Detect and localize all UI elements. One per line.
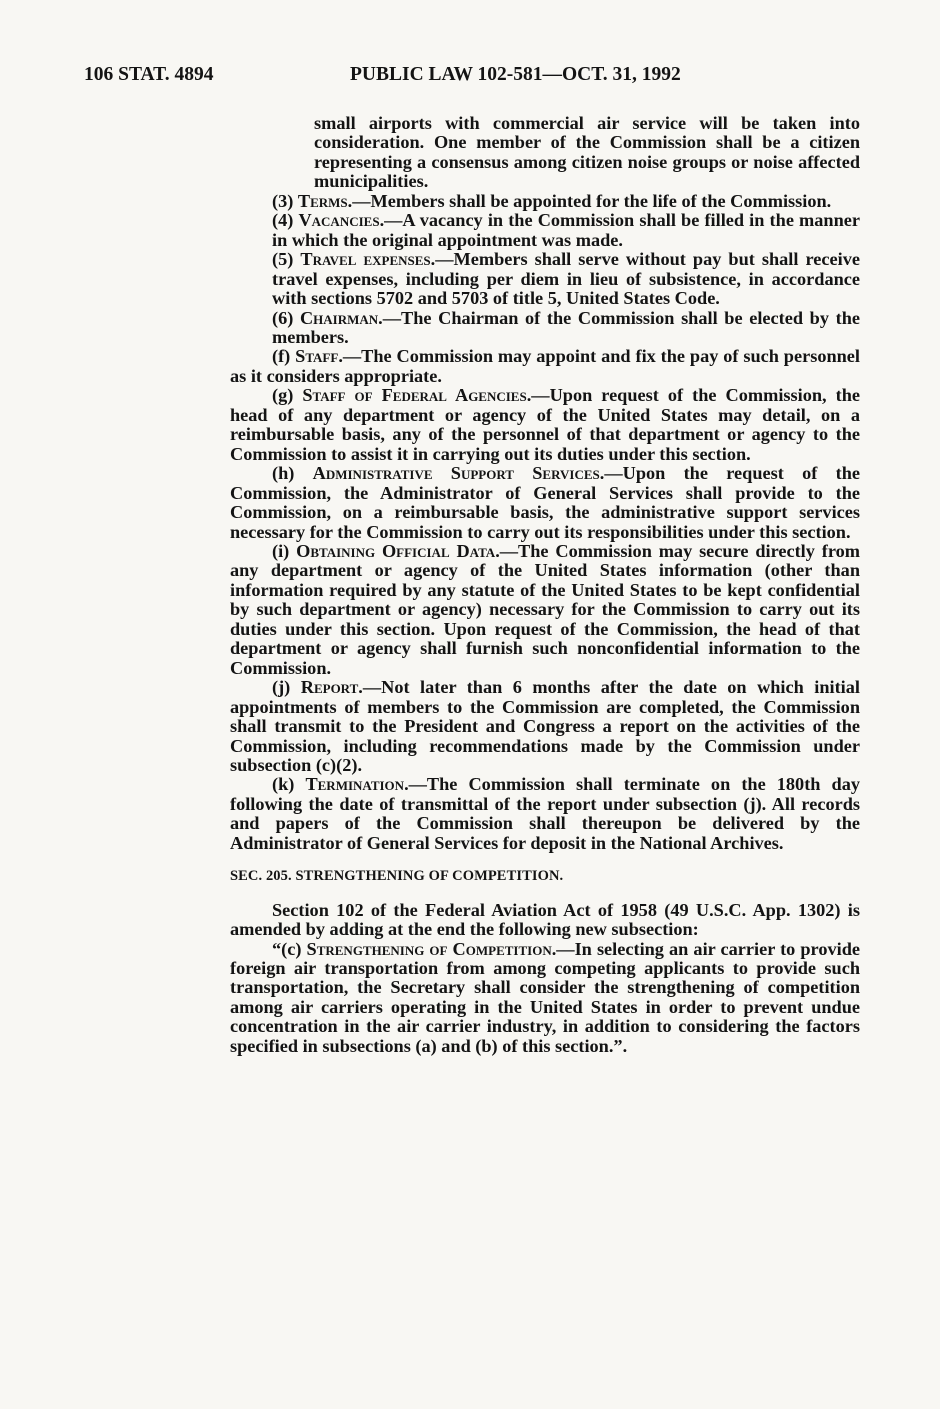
quoted-text: .—In selecting an air carrier to provide foreign air transportation from among competing applicants to provide such transportation, the Secretary shall consider the strengthening of competition among air carriers operating in the United States in order to prevent undue concentration in the air carrier industry, in addition to considering the factors specified in subsections (a) and (b) of this section.”. (230, 938, 860, 1056)
paragraph-text: .—Members shall serve without pay but shall receive travel expenses, including per diem in lieu of subsistence, in accordance with sections 5702 and 5703 of title 5, United States Code. (272, 249, 860, 309)
subsection-label: (i) (272, 540, 297, 561)
subsection-label: (g) (272, 385, 303, 406)
paragraph-heading: Terms (297, 190, 348, 211)
page-header (0, 64, 940, 94)
paragraph-heading: Vacancies (298, 210, 380, 231)
stat-page-reference: 106 STAT. 4894 (84, 64, 214, 85)
paragraph-label: (4) (272, 210, 299, 231)
subsection-heading: Termination (305, 774, 405, 795)
paragraph-text: .—Members shall be appointed for the life of the Commission. (347, 190, 832, 211)
quoted-label: “(c) (272, 938, 307, 959)
paragraph-terms (230, 192, 860, 211)
subsection-label: (h) (272, 463, 313, 484)
subsection-label: (f) (272, 346, 296, 367)
paragraph-text: .—A vacancy in the Commission shall be filled in the manner in which the original appointment was made. (272, 210, 860, 250)
subsection-termination (230, 775, 860, 853)
quoted-heading: Strengthening of Competition (306, 938, 552, 959)
quoted-subsection (230, 940, 860, 1057)
paragraph-label: (5) (272, 249, 301, 270)
section-heading: SEC. 205. STRENGTHENING OF COMPETITION. (230, 868, 564, 885)
subsection-heading: Staff of Federal Agencies (302, 385, 527, 406)
subsection-heading: Obtaining Official Data (296, 540, 496, 561)
law-and-date: PUBLIC LAW 102-581—OCT. 31, 1992 (350, 64, 681, 85)
section-body (230, 901, 860, 1057)
subsection-text: .—Upon request of the Commission, the head of any department or agency of the United States may detail, on a reimbursable basis, any of the personnel of that department or agency to the Commission to assist it in carrying out its duties under this section. (230, 385, 860, 464)
continued-paragraph: small airports with commercial air service will be taken into consideration. One member of the Commission shall be a citizen representing a consensus among citizen noise groups or noise affected municipalities. (314, 113, 860, 192)
paragraph-label: (6) (272, 307, 300, 328)
subsection-text: .—Upon the request of the Commission, the Administrator of General Services shall provide to the Commission, on a reimbursable basis, the administrative support services necessary for the Commission to carry out its responsibilities under this section. (230, 463, 860, 542)
subsection-label: (j) (272, 677, 301, 698)
subsection-administrative-support (230, 464, 860, 542)
paragraph-heading: Chairman (299, 307, 379, 328)
subsection-staff (230, 347, 860, 386)
subsection-text: .—Not later than 6 months after the date on which initial appointments of members to the Commission are completed, the Commission shall transmit to the President and Congress a report on the activities of the Commission, including recommendations made by the Commission under subsection (c)(2). (230, 677, 860, 775)
subsection-obtaining-official-data (230, 542, 860, 678)
subsection-heading: Staff (295, 346, 339, 367)
page-body (230, 114, 860, 1056)
subsection-label: (k) (272, 774, 306, 795)
paragraph-text: .—The Chairman of the Commission shall be elected by the members. (272, 307, 860, 347)
paragraph-travel-expenses (230, 250, 860, 308)
subsection-staff-of-federal-agencies (230, 386, 860, 464)
paragraph-vacancies (230, 211, 860, 250)
subsection-heading: Report (300, 677, 359, 698)
subsection-text: .—The Commission may appoint and fix the pay of such personnel as it considers appropriate. (230, 346, 860, 386)
paragraph-chairman (230, 309, 860, 348)
subsection-heading: Administrative Support Services (312, 463, 600, 484)
paragraph-heading: Travel expenses (300, 249, 431, 270)
subsection-text: .—The Commission may secure directly from any department or agency of the United States information (other than information required by any statute of the United States to be kept confidential by such department or agency) necessary for the Commission to carry out its duties under this section. Upon request of the Commission, the head of that department or agency shall furnish such nonconfidential information to the Commission. (230, 540, 860, 678)
subsection-report (230, 678, 860, 775)
section-intro: Section 102 of the Federal Aviation Act of 1958 (49 U.S.C. App. 1302) is amended by adding at the end the following new subsection: (230, 899, 860, 940)
subsection-text: .—The Commission shall terminate on the 180th day following the date of transmittal of the report under subsection (j). All records and papers of the Commission shall thereupon be delivered by the Administrator of General Services for deposit in the National Archives. (230, 774, 860, 853)
paragraph-label: (3) (272, 190, 298, 211)
